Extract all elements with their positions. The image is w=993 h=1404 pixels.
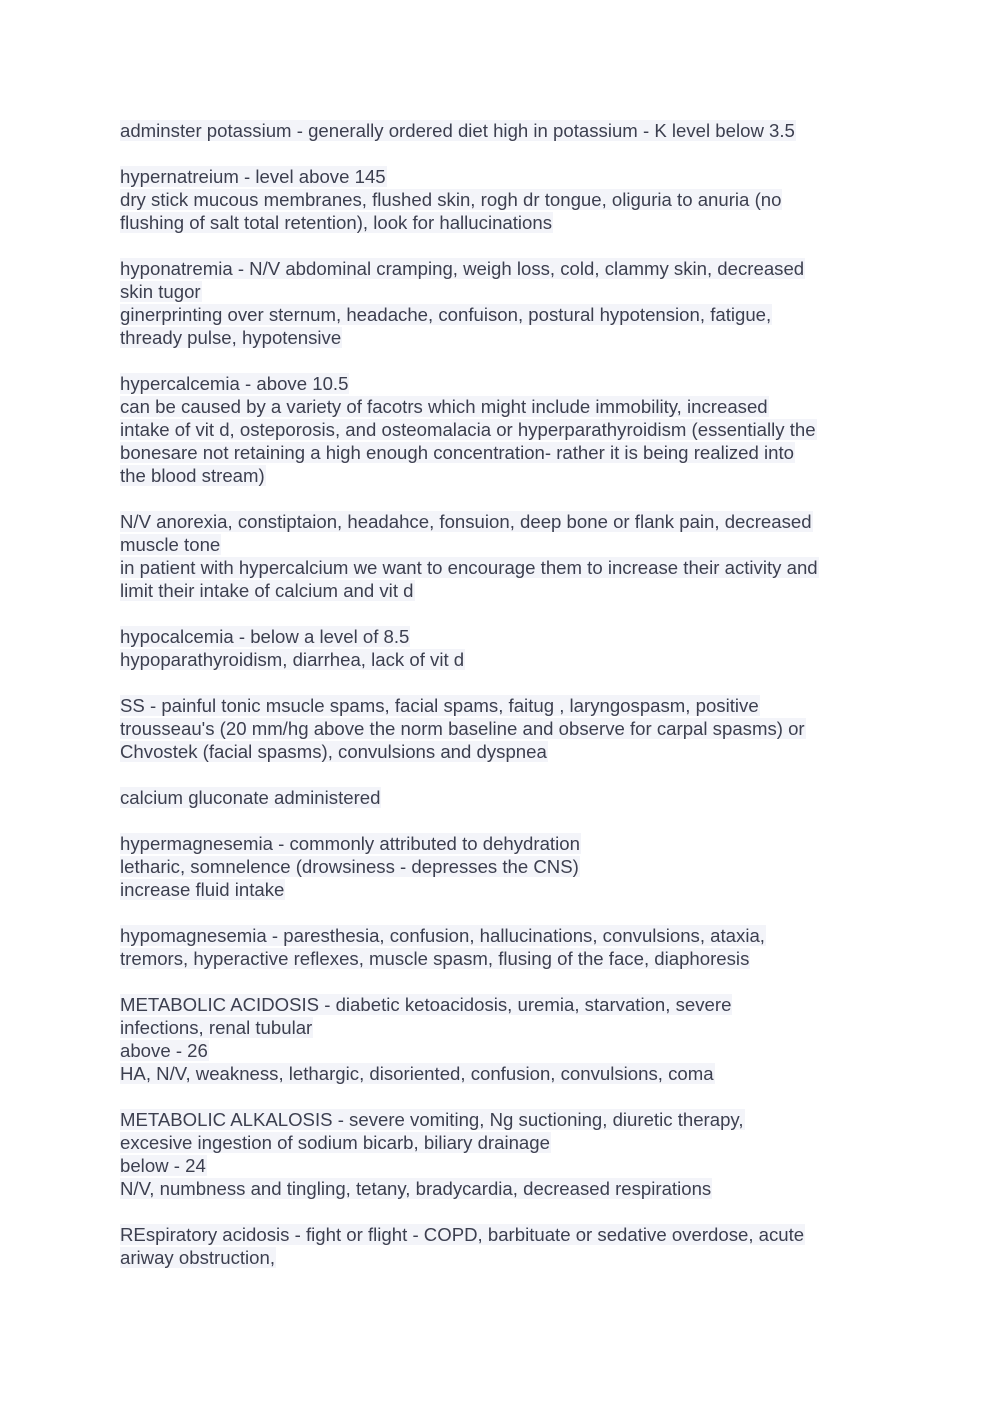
text-line: METABOLIC ACIDOSIS - diabetic ketoacidosis, uremia, starvation, severe	[120, 994, 732, 1015]
text-line: Chvostek (facial spasms), convulsions and dyspnea	[120, 741, 547, 762]
paragraph-hypercalcemia	[120, 372, 880, 487]
text-line: increase fluid intake	[120, 879, 285, 900]
text-line: above - 26	[120, 1040, 208, 1061]
text-line: tremors, hyperactive reflexes, muscle spasm, flusing of the face, diaphoresis	[120, 948, 750, 969]
text-line: trousseau's (20 mm/hg above the norm baseline and observe for carpal spasms) or	[120, 718, 805, 739]
text-line: skin tugor	[120, 281, 201, 302]
text-line: flushing of salt total retention), look for hallucinations	[120, 212, 553, 233]
text-line: below - 24	[120, 1155, 206, 1176]
text-line: REspiratory acidosis - fight or flight - COPD, barbituate or sedative overdose, acute	[120, 1224, 805, 1245]
text-line: infections, renal tubular	[120, 1017, 313, 1038]
text-line: adminster potassium - generally ordered diet high in potassium - K level below 3.5	[120, 120, 795, 141]
paragraph-calcium-gluconate	[120, 786, 880, 809]
text-line: letharic, somnelence (drowsiness - depresses the CNS)	[120, 856, 579, 877]
text-line: ginerprinting over sternum, headache, confuison, postural hypotension, fatigue,	[120, 304, 772, 325]
text-line: bonesare not retaining a high enough concentration- rather it is being realized into	[120, 442, 794, 463]
paragraph-potassium	[120, 119, 880, 142]
document-page	[120, 119, 880, 1292]
text-line: N/V, numbness and tingling, tetany, bradycardia, decreased respirations	[120, 1178, 712, 1199]
text-line: hypocalcemia - below a level of 8.5	[120, 626, 410, 647]
paragraph-hypercalcemia-symptoms	[120, 510, 880, 602]
paragraph-respiratory-acidosis	[120, 1223, 880, 1269]
paragraph-hyponatremia	[120, 257, 880, 349]
text-line: the blood stream)	[120, 465, 265, 486]
text-line: in patient with hypercalcium we want to encourage them to increase their activity and	[120, 557, 818, 578]
text-line: can be caused by a variety of facotrs which might include immobility, increased	[120, 396, 768, 417]
text-line: hypomagnesemia - paresthesia, confusion, hallucinations, convulsions, ataxia,	[120, 925, 765, 946]
text-line: calcium gluconate administered	[120, 787, 381, 808]
text-line: ariway obstruction,	[120, 1247, 276, 1268]
paragraph-hypomagnesemia	[120, 924, 880, 970]
text-line: METABOLIC ALKALOSIS - severe vomiting, Ng suctioning, diuretic therapy,	[120, 1109, 744, 1130]
text-line: hyponatremia - N/V abdominal cramping, weigh loss, cold, clammy skin, decreased	[120, 258, 805, 279]
text-line: hypernatreium - level above 145	[120, 166, 386, 187]
paragraph-hypernatremia	[120, 165, 880, 234]
text-line: HA, N/V, weakness, lethargic, disoriented, confusion, convulsions, coma	[120, 1063, 714, 1084]
text-line: hypercalcemia - above 10.5	[120, 373, 349, 394]
text-line: intake of vit d, osteporosis, and osteomalacia or hyperparathyroidism (essentially the	[120, 419, 816, 440]
text-line: hypoparathyroidism, diarrhea, lack of vit d	[120, 649, 465, 670]
text-line: limit their intake of calcium and vit d	[120, 580, 414, 601]
paragraph-hypocalcemia-signs	[120, 694, 880, 763]
text-line: muscle tone	[120, 534, 221, 555]
text-line: thready pulse, hypotensive	[120, 327, 342, 348]
text-line: hypermagnesemia - commonly attributed to dehydration	[120, 833, 580, 854]
paragraph-hypermagnesemia	[120, 832, 880, 901]
text-line: dry stick mucous membranes, flushed skin, rogh dr tongue, oliguria to anuria (no	[120, 189, 782, 210]
text-line: N/V anorexia, constiptaion, headahce, fonsuion, deep bone or flank pain, decreased	[120, 511, 812, 532]
paragraph-metabolic-acidosis	[120, 993, 880, 1085]
text-line: excesive ingestion of sodium bicarb, biliary drainage	[120, 1132, 550, 1153]
paragraph-hypocalcemia	[120, 625, 880, 671]
paragraph-metabolic-alkalosis	[120, 1108, 880, 1200]
text-line: SS - painful tonic msucle spams, facial spams, faitug , laryngospasm, positive	[120, 695, 759, 716]
